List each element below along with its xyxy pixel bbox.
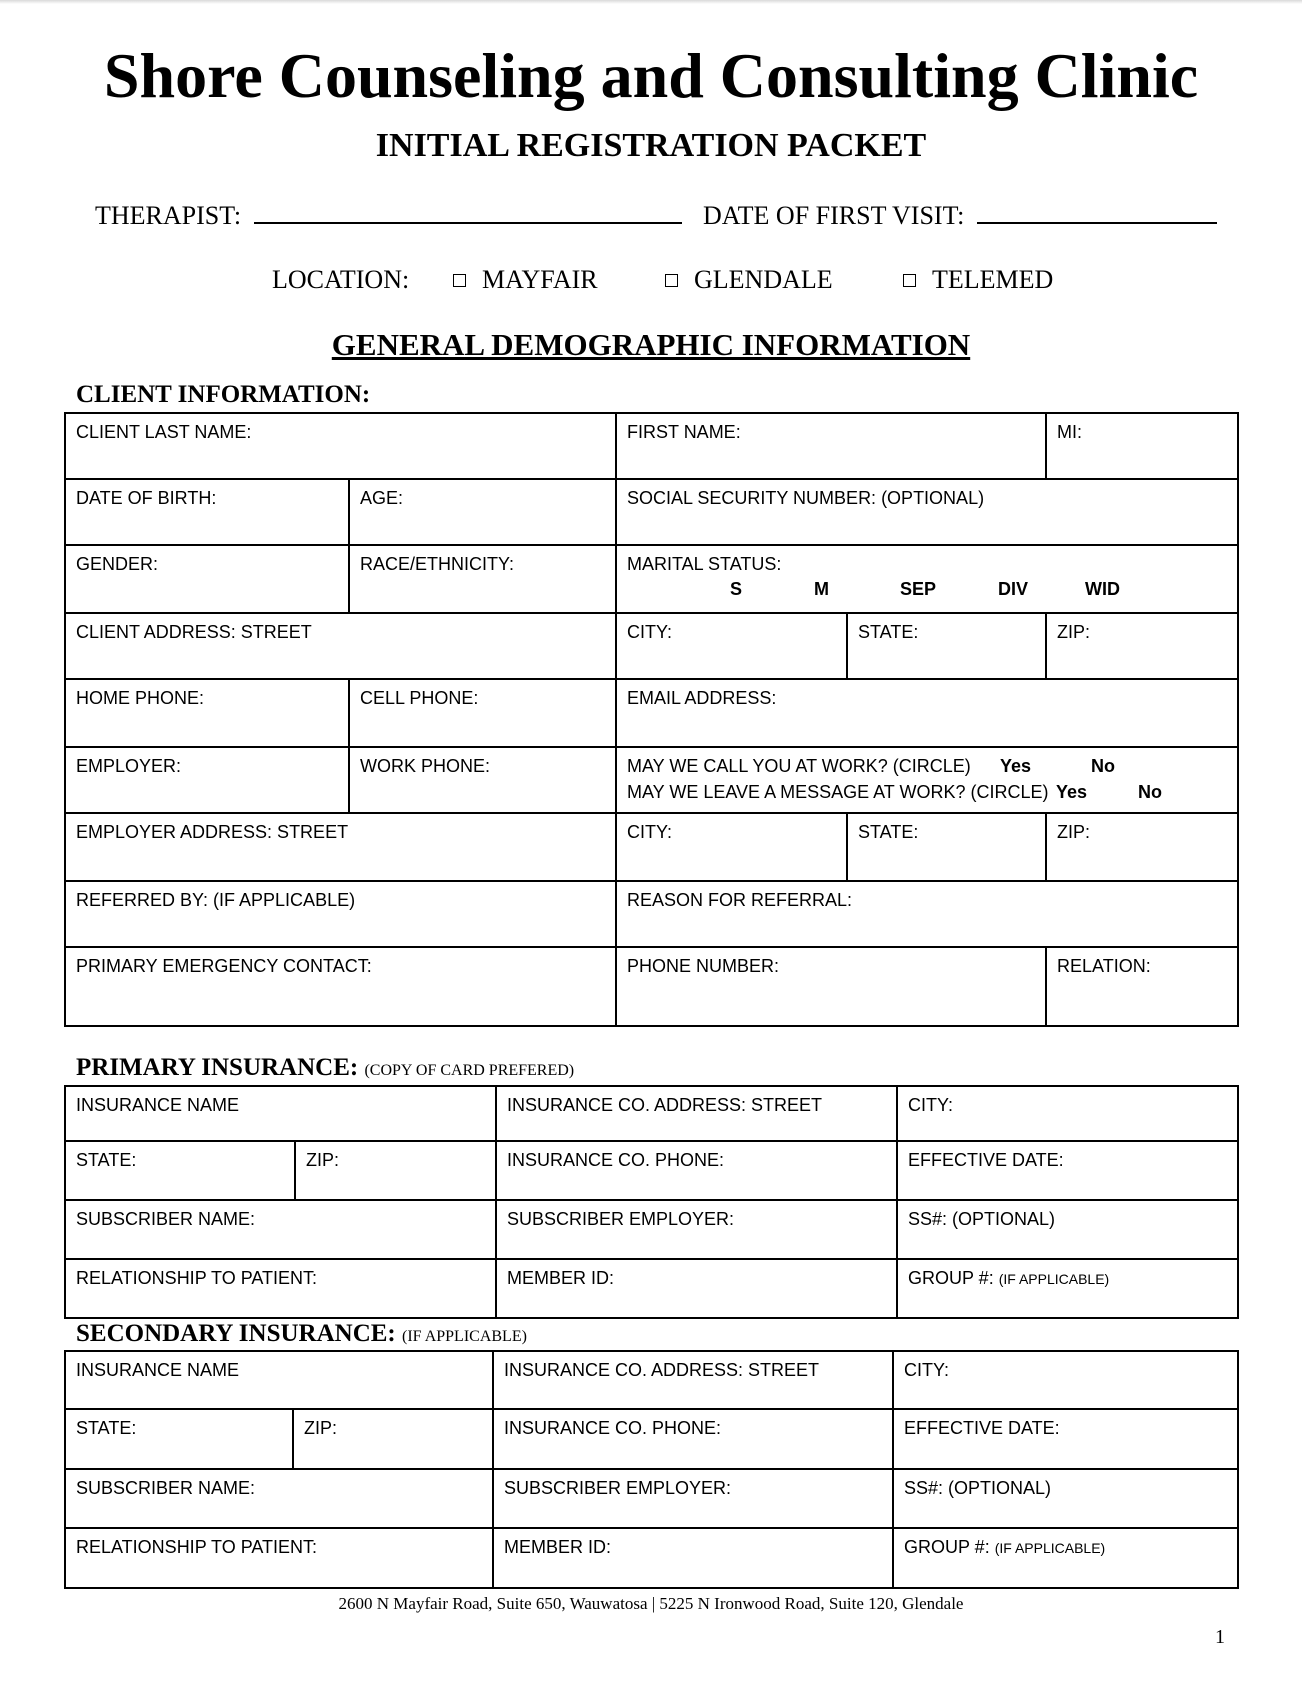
call-work-yes[interactable]: Yes xyxy=(1000,756,1032,776)
footer-address: 2600 N Mayfair Road, Suite 650, Wauwatosa | 5225 N Ironwood Road, Suite 120, Glendale xyxy=(338,1594,964,1613)
marital-options xyxy=(627,579,1227,603)
call-work-no[interactable]: No xyxy=(1091,756,1116,776)
page-number: 1 xyxy=(1215,1626,1225,1648)
client-street-field[interactable]: CLIENT ADDRESS: STREET xyxy=(65,613,616,679)
primary-subscriber-name-field[interactable]: SUBSCRIBER NAME: xyxy=(65,1200,496,1259)
secondary-state-field[interactable]: STATE: xyxy=(65,1409,293,1469)
table-row xyxy=(65,1409,1238,1469)
secondary-co-phone-field[interactable]: INSURANCE CO. PHONE: xyxy=(493,1409,893,1469)
email-field[interactable]: EMAIL ADDRESS: xyxy=(616,679,1238,747)
first-visit-line xyxy=(703,198,1217,232)
packet-subtitle: INITIAL REGISTRATION PACKET xyxy=(375,127,927,164)
location-label: LOCATION: xyxy=(272,265,410,294)
location-telemed-label: TELEMED xyxy=(932,265,1054,294)
primary-subscriber-employer-field[interactable]: SUBSCRIBER EMPLOYER: xyxy=(496,1200,897,1259)
location-option-glendale[interactable] xyxy=(665,264,833,296)
therapist-label: THERAPIST: xyxy=(95,201,242,230)
table-row xyxy=(65,881,1238,947)
first-visit-field[interactable] xyxy=(977,198,1217,224)
leave-message-row xyxy=(627,782,1227,808)
client-info-heading: CLIENT INFORMATION: xyxy=(76,381,371,408)
checkbox-telemed[interactable] xyxy=(903,274,916,287)
secondary-insurance-heading xyxy=(76,1320,527,1351)
leave-message-label: MAY WE LEAVE A MESSAGE AT WORK? (CIRCLE) xyxy=(627,782,1049,802)
primary-insurance-note: (COPY OF CARD PREFERED) xyxy=(364,1062,575,1079)
secondary-subscriber-employer-field[interactable]: SUBSCRIBER EMPLOYER: xyxy=(493,1469,893,1528)
client-last-name-field[interactable]: CLIENT LAST NAME: xyxy=(65,413,616,479)
client-info-table xyxy=(64,412,1239,1027)
table-row xyxy=(65,545,1238,613)
checkbox-glendale[interactable] xyxy=(665,274,678,287)
therapist-line xyxy=(95,198,682,232)
page-top-shadow xyxy=(0,0,1302,4)
client-city-field[interactable]: CITY: xyxy=(616,613,847,679)
table-row xyxy=(65,947,1238,1026)
client-mi-field[interactable]: MI: xyxy=(1046,413,1238,479)
emergency-contact-field[interactable]: PRIMARY EMERGENCY CONTACT: xyxy=(65,947,616,1026)
table-row xyxy=(65,747,1238,813)
secondary-subscriber-name-field[interactable]: SUBSCRIBER NAME: xyxy=(65,1469,493,1528)
primary-insurance-name-field[interactable]: INSURANCE NAME xyxy=(65,1086,496,1141)
location-option-mayfair[interactable] xyxy=(453,264,598,296)
secondary-effective-date-field[interactable]: EFFECTIVE DATE: xyxy=(893,1409,1238,1469)
primary-relationship-field[interactable]: RELATIONSHIP TO PATIENT: xyxy=(65,1259,496,1318)
table-row xyxy=(65,413,1238,479)
employer-zip-field[interactable]: ZIP: xyxy=(1046,813,1238,881)
leave-message-yes[interactable]: Yes xyxy=(1056,782,1088,802)
marital-option-m[interactable]: M xyxy=(814,579,830,599)
secondary-insurance-name-field[interactable]: INSURANCE NAME xyxy=(65,1351,493,1409)
primary-state-field[interactable]: STATE: xyxy=(65,1141,295,1200)
primary-insurance-title: PRIMARY INSURANCE: xyxy=(76,1054,359,1081)
gender-field[interactable]: GENDER: xyxy=(65,545,349,613)
primary-zip-field[interactable]: ZIP: xyxy=(295,1141,496,1200)
table-row xyxy=(65,1528,1238,1588)
work-phone-field[interactable]: WORK PHONE: xyxy=(349,747,616,813)
emergency-phone-field[interactable]: PHONE NUMBER: xyxy=(616,947,1046,1026)
marital-option-wid[interactable]: WID xyxy=(1085,579,1121,599)
table-row xyxy=(65,613,1238,679)
clinic-title: Shore Counseling and Consulting Clinic xyxy=(103,40,1199,111)
checkbox-mayfair[interactable] xyxy=(453,274,466,287)
employer-city-field[interactable]: CITY: xyxy=(616,813,847,881)
dob-field[interactable]: DATE OF BIRTH: xyxy=(65,479,349,545)
employer-street-field[interactable]: EMPLOYER ADDRESS: STREET xyxy=(65,813,616,881)
table-row xyxy=(65,679,1238,747)
race-field[interactable]: RACE/ETHNICITY: xyxy=(349,545,616,613)
location-glendale-label: GLENDALE xyxy=(694,265,833,294)
ssn-field[interactable]: SOCIAL SECURITY NUMBER: (OPTIONAL) xyxy=(616,479,1238,545)
secondary-relationship-field[interactable]: RELATIONSHIP TO PATIENT: xyxy=(65,1528,493,1588)
marital-option-div[interactable]: DIV xyxy=(998,579,1029,599)
therapist-field[interactable] xyxy=(254,198,682,224)
primary-city-field[interactable]: CITY: xyxy=(897,1086,1238,1141)
table-row xyxy=(65,1259,1238,1318)
work-contact-field[interactable] xyxy=(616,747,1238,813)
referral-reason-field[interactable]: REASON FOR REFERRAL: xyxy=(616,881,1238,947)
table-row xyxy=(65,813,1238,881)
client-zip-field[interactable]: ZIP: xyxy=(1046,613,1238,679)
primary-effective-date-field[interactable]: EFFECTIVE DATE: xyxy=(897,1141,1238,1200)
marital-option-sep[interactable]: SEP xyxy=(900,579,937,599)
cell-phone-field[interactable]: CELL PHONE: xyxy=(349,679,616,747)
secondary-zip-field[interactable]: ZIP: xyxy=(293,1409,493,1469)
primary-insurance-table xyxy=(64,1085,1239,1319)
primary-ss-field[interactable]: SS#: (OPTIONAL) xyxy=(897,1200,1238,1259)
call-at-work-row xyxy=(627,756,1227,782)
table-row xyxy=(65,1200,1238,1259)
table-row xyxy=(65,1141,1238,1200)
marital-status-field[interactable] xyxy=(616,545,1238,613)
call-at-work-label: MAY WE CALL YOU AT WORK? (CIRCLE) xyxy=(627,756,971,776)
primary-insurance-heading xyxy=(76,1054,574,1085)
primary-co-phone-field[interactable]: INSURANCE CO. PHONE: xyxy=(496,1141,897,1200)
secondary-insurance-title: SECONDARY INSURANCE: xyxy=(76,1320,396,1347)
client-state-field[interactable]: STATE: xyxy=(847,613,1046,679)
secondary-insurance-note: (IF APPLICABLE) xyxy=(402,1328,527,1345)
secondary-group-field[interactable]: GROUP #: (IF APPLICABLE) xyxy=(893,1528,1238,1588)
leave-message-no[interactable]: No xyxy=(1138,782,1163,802)
emergency-relation-field[interactable]: RELATION: xyxy=(1046,947,1238,1026)
primary-group-field[interactable]: GROUP #: (IF APPLICABLE) xyxy=(897,1259,1238,1318)
table-row xyxy=(65,1351,1238,1409)
primary-member-id-field[interactable]: MEMBER ID: xyxy=(496,1259,897,1318)
section-title: GENERAL DEMOGRAPHIC INFORMATION xyxy=(331,327,971,362)
employer-field[interactable]: EMPLOYER: xyxy=(65,747,349,813)
secondary-member-id-field[interactable]: MEMBER ID: xyxy=(493,1528,893,1588)
table-row xyxy=(65,479,1238,545)
table-row xyxy=(65,1086,1238,1141)
first-visit-label: DATE OF FIRST VISIT: xyxy=(703,201,965,230)
marital-option-s[interactable]: S xyxy=(730,579,743,599)
home-phone-field[interactable]: HOME PHONE: xyxy=(65,679,349,747)
referred-by-field[interactable]: REFERRED BY: (IF APPLICABLE) xyxy=(65,881,616,947)
age-field[interactable]: AGE: xyxy=(349,479,616,545)
secondary-insurance-table xyxy=(64,1350,1239,1589)
client-first-name-field[interactable]: FIRST NAME: xyxy=(616,413,1046,479)
primary-co-address-field[interactable]: INSURANCE CO. ADDRESS: STREET xyxy=(496,1086,897,1141)
secondary-ss-field[interactable]: SS#: (OPTIONAL) xyxy=(893,1469,1238,1528)
table-row xyxy=(65,1469,1238,1528)
secondary-co-address-field[interactable]: INSURANCE CO. ADDRESS: STREET xyxy=(493,1351,893,1409)
location-mayfair-label: MAYFAIR xyxy=(482,265,598,294)
secondary-city-field[interactable]: CITY: xyxy=(893,1351,1238,1409)
marital-status-label: MARITAL STATUS: xyxy=(627,554,782,574)
location-option-telemed[interactable] xyxy=(903,264,1053,296)
employer-state-field[interactable]: STATE: xyxy=(847,813,1046,881)
